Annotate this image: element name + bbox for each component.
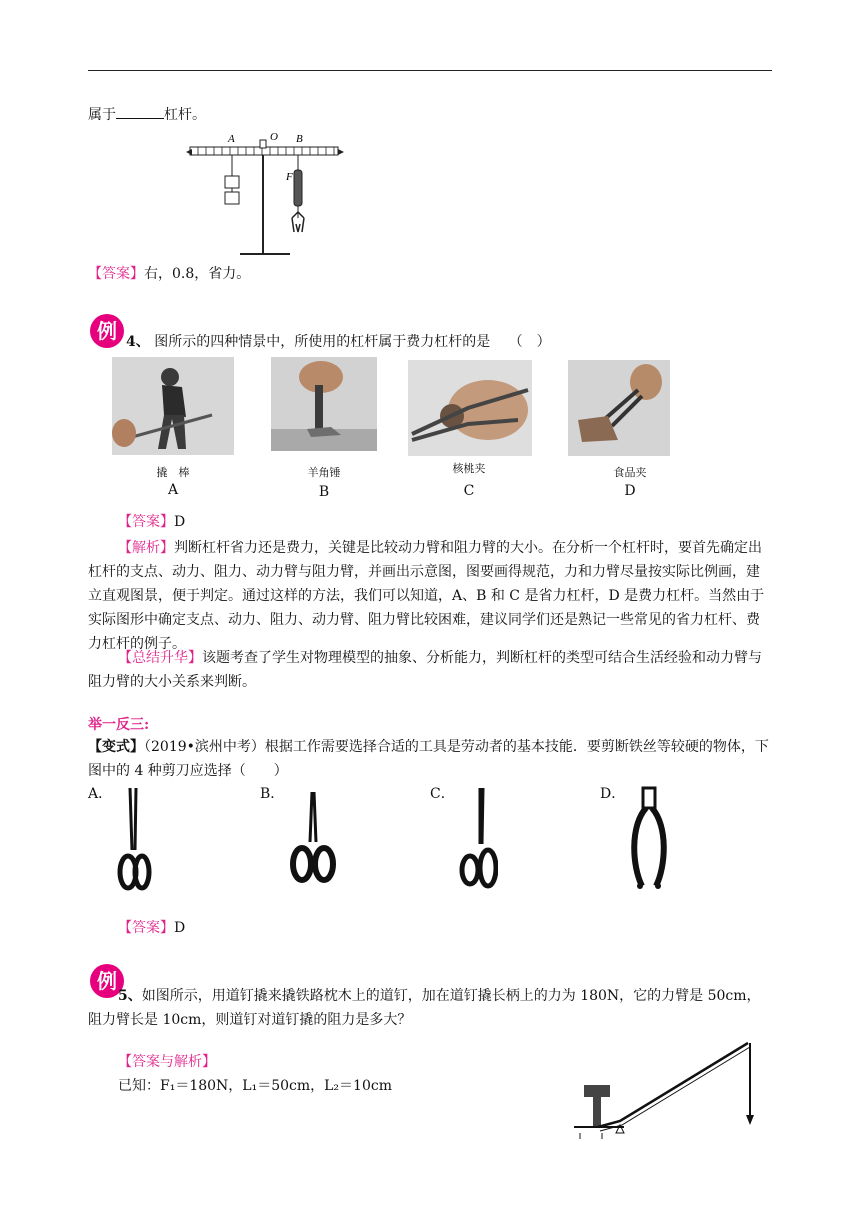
scissors-a-image — [114, 786, 154, 892]
variant-answer — [118, 918, 185, 938]
label-o: O — [270, 131, 278, 143]
answer-blank — [116, 106, 164, 119]
answer-text: D — [174, 920, 186, 936]
ex3-tail-line — [88, 105, 206, 125]
answer-tag: 【答案】 — [118, 920, 174, 936]
answer-text: D — [174, 514, 186, 530]
scissors-d-label: D． — [600, 786, 626, 802]
variant-text: （2019•滨州中考）根据工作需要选择合适的工具是劳动者的基本技能．要剪断铁丝等较硬的物体，下图中的 4 种剪刀应选择（ ） — [88, 739, 769, 779]
question-text: 图所示的四种情景中，所使用的杠杆属于费力杠杆的是 — [154, 334, 491, 350]
option-d-letter: D — [624, 483, 636, 499]
question-number: 4、 — [126, 334, 150, 350]
ex4-answer — [118, 512, 185, 532]
variant-tag: 【变式】 — [88, 739, 144, 755]
badge-char: 例 — [97, 319, 117, 343]
ex4-question — [126, 332, 551, 352]
known-values: 已知：F₁＝180N，L₁＝50cm，L₂＝10cm — [118, 1078, 392, 1094]
scissors-d-image — [628, 786, 670, 890]
ex3-suffix: 杠杆。 — [164, 107, 206, 123]
scissors-a-label: A． — [88, 786, 113, 802]
scissors-b-label: B． — [260, 786, 285, 802]
scissors-c-label: C． — [430, 786, 455, 802]
answer-tag: 【答案】 — [88, 266, 144, 282]
scissors-b-image — [290, 790, 336, 886]
variant-heading: 举一反三: — [88, 717, 150, 733]
label-a: A — [228, 133, 235, 145]
option-a-caption: 撬 棒 — [156, 466, 190, 479]
badge-char: 例 — [97, 969, 117, 993]
example-badge — [88, 312, 126, 350]
scissors-c-image — [458, 786, 498, 890]
option-c-photo — [408, 360, 532, 456]
summary-tag: 【总结升华】 — [118, 650, 202, 666]
answer-text: 右，0.8，省力。 — [144, 266, 251, 282]
option-d-caption: 食品夹 — [613, 466, 647, 479]
summary-text: 该题考查了学生对物理模型的抽象、分析能力，判断杠杆的类型可结合生活经验和动力臂与阻力臂的大小关系来判断。 — [88, 650, 762, 690]
lever-balance-figure — [180, 128, 350, 262]
label-f: F — [286, 171, 293, 183]
answer-paren: （ ） — [508, 334, 551, 350]
ex5-question — [88, 984, 772, 1032]
variant-question — [88, 735, 772, 783]
ex3-answer-line — [88, 264, 250, 284]
answer-analysis-tag: 【答案与解析】 — [118, 1054, 216, 1070]
analysis-text: 判断杠杆省力还是费力，关键是比较动力臂和阻力臂的大小。在分析一个杠杆时，要首先确定出杠杆的支点、动力、阻力、动力臂与阻力臂，并画出示意图，图要画得规范，力和力臂尽量按实际比例画，建立直观图景，便于判定。通过这样的方法，我们可以知道，A、B 和 C 是省力杠杆，D 是费力杠杆。当然由于实际图形中确定支点、动力、阻力、动力臂、阻力臂比较困难，建议同学们还是熟记一些常见的省力杠杆、费力杠杆的例子。 — [88, 540, 765, 652]
analysis-tag: 【解析】 — [118, 540, 174, 556]
option-c-caption: 核桃夹 — [452, 462, 486, 475]
option-b-caption: 羊角锤 — [307, 466, 341, 479]
option-b-letter: B — [318, 484, 330, 500]
ex4-summary — [88, 646, 772, 694]
option-d-photo — [568, 360, 670, 456]
option-c-letter: C — [463, 483, 475, 499]
option-b-photo — [271, 357, 377, 451]
label-b: B — [296, 133, 303, 145]
option-a-letter: A — [167, 482, 179, 498]
crowbar-figure — [572, 1035, 762, 1145]
ex4-analysis — [88, 536, 772, 656]
question-number: 5、 — [118, 988, 142, 1004]
ex3-prefix: 属于 — [88, 107, 116, 123]
header-rule — [88, 70, 772, 71]
answer-tag: 【答案】 — [118, 514, 174, 530]
question-text: 如图所示，用道钉撬来撬铁路枕木上的道钉，加在道钉撬长柄上的力为 180N，它的力臂是 50cm，阻力臂长是 10cm，则道钉对道钉撬的阻力是多大？ — [88, 988, 761, 1028]
option-a-photo — [112, 357, 234, 455]
